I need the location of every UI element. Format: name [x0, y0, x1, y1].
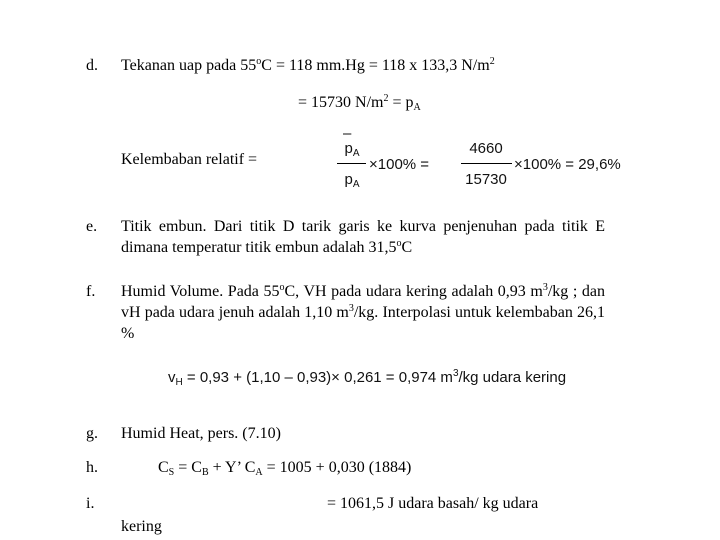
- exponent-superscript: 3: [452, 368, 459, 379]
- text-run: /kg udara kering: [458, 369, 567, 386]
- text-run: /kg. Interpolasi untuk kelembaban 26,1 %: [121, 303, 606, 342]
- text-run: p: [344, 140, 353, 157]
- subscript: S: [168, 467, 175, 478]
- text-run: Humid Volume. Pada 55: [121, 283, 280, 300]
- humid-volume-equation: [168, 368, 566, 388]
- bar-mark: –: [343, 125, 352, 142]
- times-100-equals: ×100% =: [369, 156, 430, 173]
- list-marker-e: e.: [86, 218, 98, 235]
- fraction-numerator-4660: 4660: [469, 140, 503, 157]
- text-run: C, VH pada udara kering adalah 0,93 m: [284, 283, 543, 300]
- humid-heat-heading: Humid Heat, pers. (7.10): [121, 425, 281, 442]
- degree-superscript: o: [256, 56, 262, 67]
- fraction-bar: [461, 163, 512, 164]
- subscript: H: [175, 377, 183, 388]
- fraction-denominator-pa: [337, 171, 367, 188]
- text-run: = C: [174, 459, 202, 476]
- vapor-pressure-result: [298, 93, 421, 114]
- degree-superscript: o: [279, 282, 285, 293]
- text-run: = 15730 N/m: [298, 94, 384, 111]
- subscript: A: [413, 102, 421, 113]
- text-run: C = 118 mm.Hg = 118 x 133,3 N/m: [261, 57, 490, 74]
- text-run: Titik embun. Dari titik D tarik garis ke kurva penjenuhan pada titik E dimana temperatur titik embun adalah 31,5: [121, 218, 605, 256]
- equation-result: ×100% = 29,6%: [514, 156, 621, 173]
- degree-superscript: o: [396, 237, 402, 249]
- vapor-pressure-line: [121, 56, 495, 77]
- text-run: p: [344, 171, 353, 188]
- exponent-superscript: 3: [542, 282, 548, 293]
- text-run: = p: [388, 94, 414, 111]
- humid-heat-equation: [158, 458, 411, 479]
- exponent-superscript: 2: [383, 93, 389, 104]
- text-run: + Y’ C: [208, 459, 256, 476]
- text-run: C: [158, 459, 169, 476]
- list-marker-f: f.: [86, 283, 96, 300]
- text-run: Tekanan uap pada 55: [121, 57, 257, 74]
- text-run: = 0,93 + (1,10 – 0,93)× 0,261 = 0,974 m: [182, 369, 453, 386]
- humid-heat-result-wrap: kering: [121, 518, 162, 535]
- fraction-bar: [337, 163, 366, 164]
- exponent-superscript: 2: [489, 56, 495, 67]
- dew-point-paragraph: [121, 217, 605, 259]
- subscript: B: [201, 467, 209, 478]
- text-run: C: [401, 238, 413, 256]
- text-run: = 1005 + 0,030 (1884): [262, 459, 412, 476]
- humid-volume-paragraph: [121, 282, 605, 344]
- exponent-superscript: 3: [348, 302, 354, 314]
- list-marker-d: d.: [86, 57, 98, 74]
- subscript: A: [255, 467, 263, 478]
- fraction-numerator-pa: [337, 140, 367, 157]
- text-run: /kg ; dan vH pada udara jenuh adalah 1,10 m: [121, 283, 605, 321]
- text-run: v: [168, 369, 176, 386]
- list-marker-h: h.: [86, 459, 98, 476]
- relative-humidity-label: Kelembaban relatif =: [121, 151, 258, 168]
- subscript: A: [352, 179, 360, 190]
- subscript: A: [352, 148, 360, 159]
- list-marker-g: g.: [86, 425, 98, 442]
- humid-heat-result: = 1061,5 J udara basah/ kg udara: [327, 495, 539, 512]
- fraction-denominator-15730: 15730: [465, 171, 507, 188]
- list-marker-i: i.: [86, 495, 95, 512]
